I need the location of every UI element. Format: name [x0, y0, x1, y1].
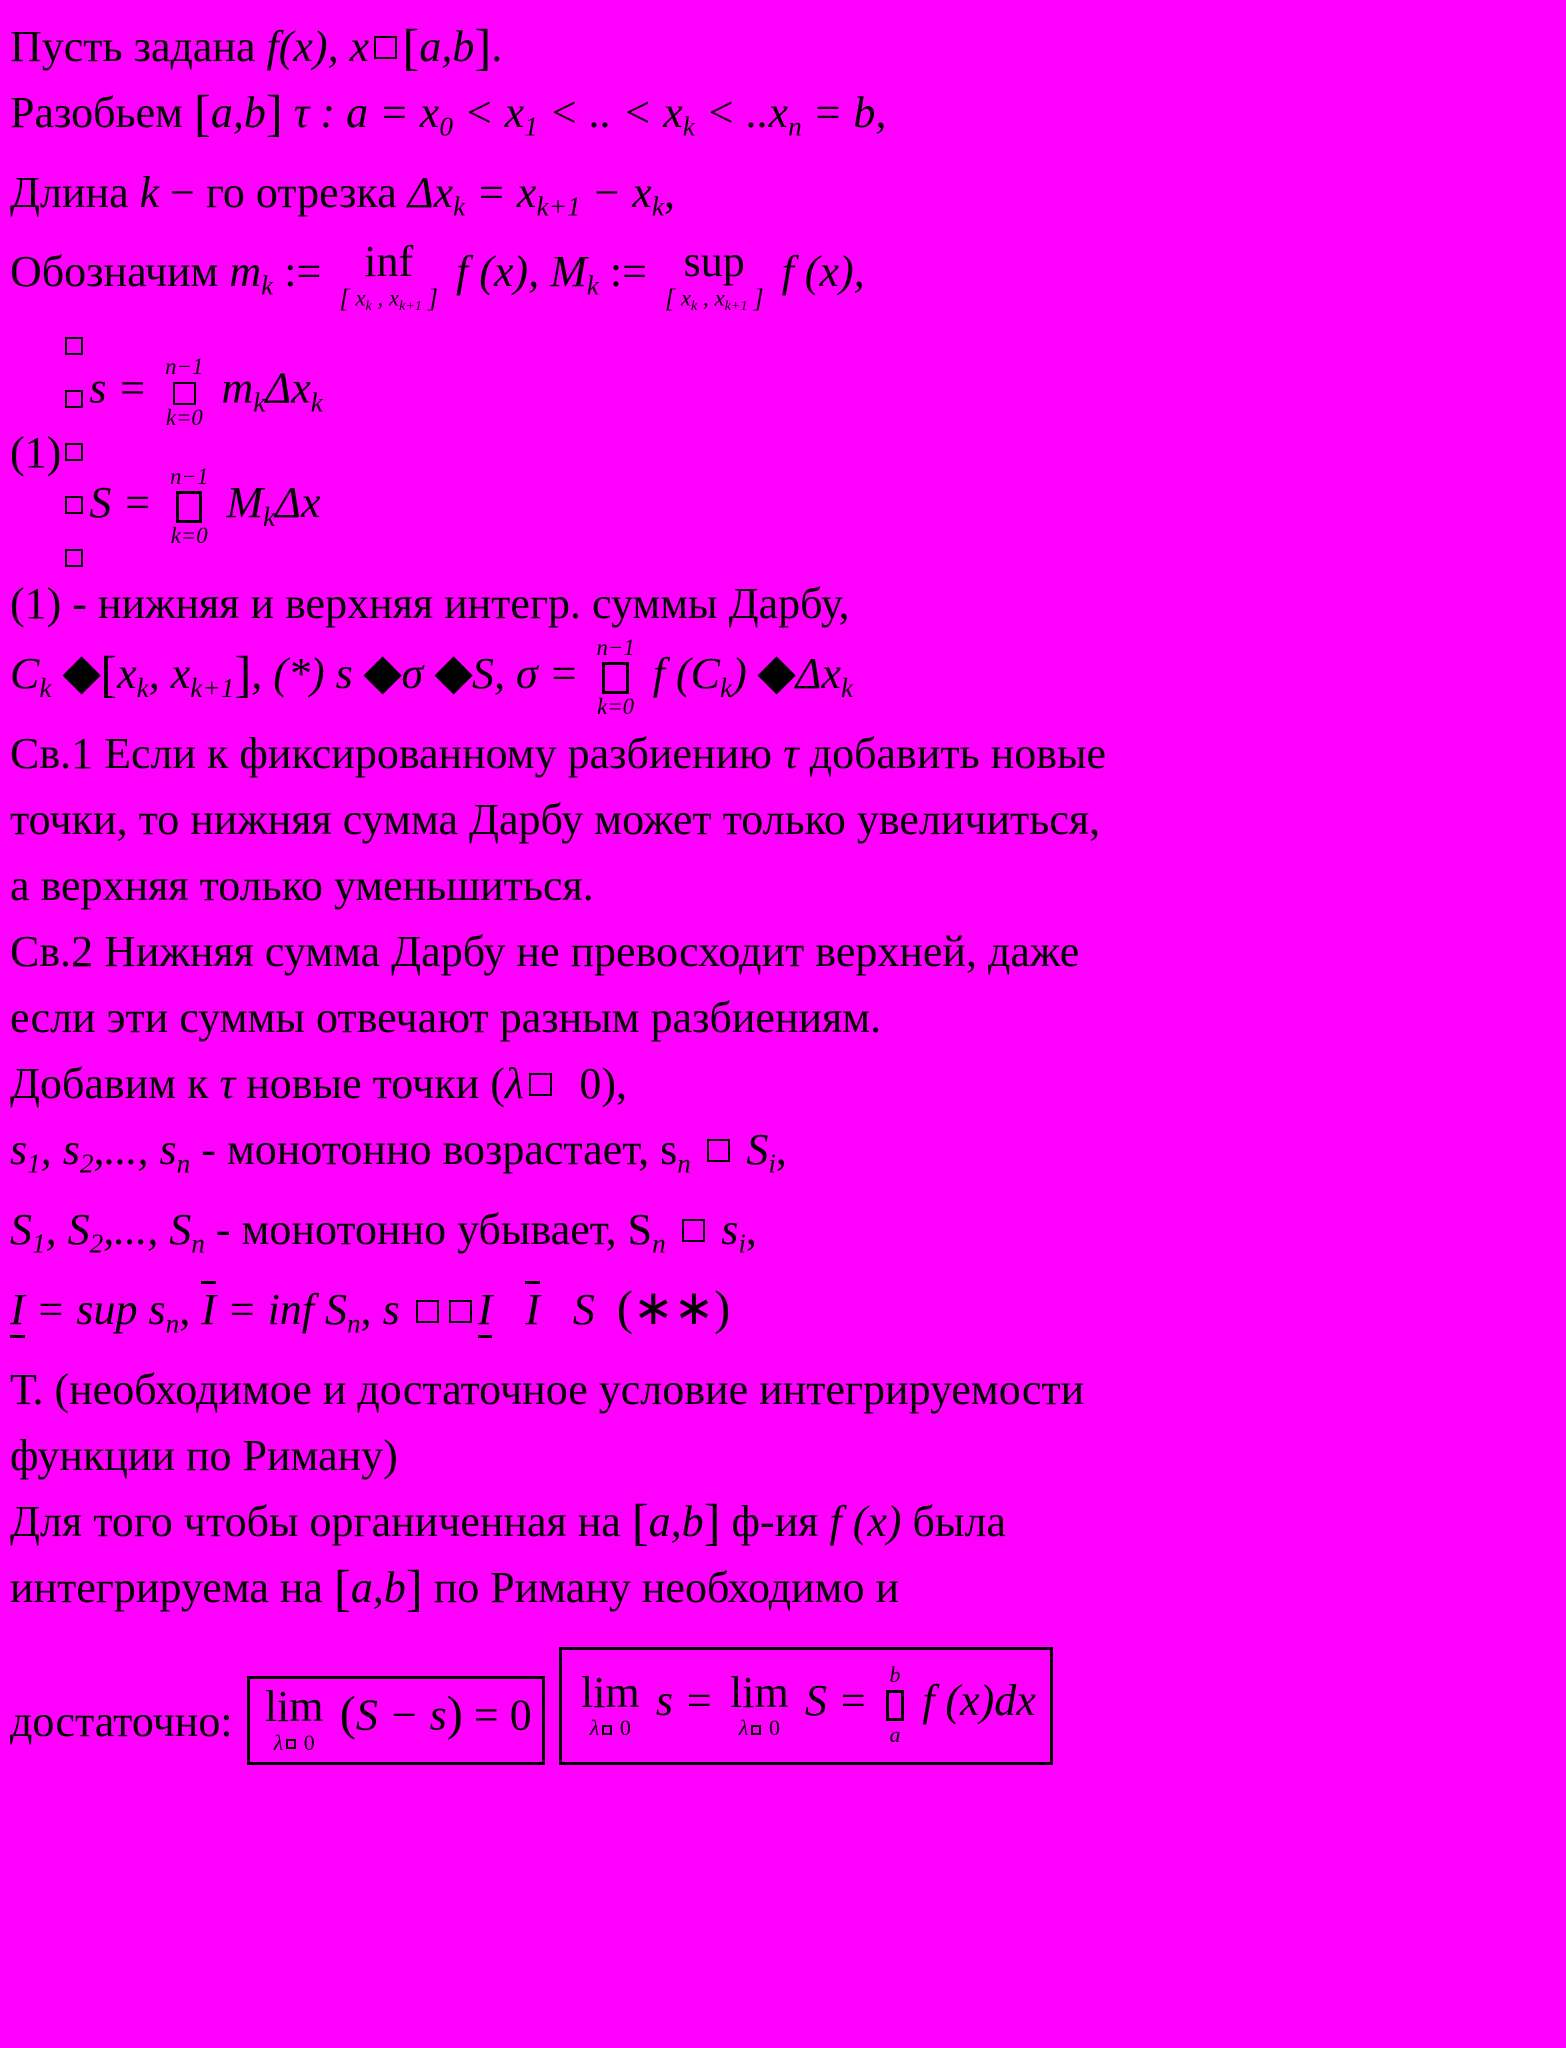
line-4 — [10, 236, 1566, 319]
math-sub: k — [253, 387, 266, 418]
math-tau: τ — [783, 728, 799, 778]
missing-glyph-box-icon — [449, 1300, 472, 1323]
sum-upper-limit: n−1 — [170, 463, 209, 489]
lim-label: lim — [264, 1682, 324, 1732]
text: новые точки ( — [246, 1058, 505, 1108]
line-7b — [10, 787, 1566, 853]
math-sub: n — [165, 1309, 180, 1340]
line-1: Пусть задана f(x), x [a,b]. — [10, 19, 503, 76]
line-5 — [10, 571, 1566, 637]
sum-lower-limit: k=0 — [597, 694, 635, 720]
math-sigma-eq: σ = — [516, 649, 579, 699]
math-interval-ab: a,b — [210, 88, 266, 138]
math-upper-I: I — [201, 1281, 216, 1334]
math-delta-x: Δx — [265, 364, 311, 414]
math: a = x — [346, 88, 440, 138]
math-interval-ab: a,b — [648, 1497, 704, 1547]
math-upper-I: I — [525, 1281, 540, 1334]
math: ) — [732, 649, 747, 699]
text: Разобьем — [10, 88, 183, 138]
text: - монотонно убывает, S — [215, 1204, 653, 1254]
math-s-eq: s = — [655, 1676, 714, 1726]
math-sub: n — [788, 111, 802, 142]
lim-subscript — [739, 1717, 780, 1739]
sup-operator — [664, 236, 764, 314]
line-12 — [10, 1276, 1566, 1357]
equation-tag-2: (∗∗) — [616, 1282, 731, 1336]
text: Добавим к — [10, 1058, 209, 1108]
math-sub: n — [191, 1228, 205, 1259]
math-zero: 0 — [768, 1715, 780, 1741]
missing-glyph-box-icon — [751, 1725, 761, 1735]
math: ,..., S — [103, 1204, 192, 1254]
math-tau: τ — [219, 1058, 236, 1108]
text: , — [360, 1285, 372, 1335]
missing-glyph-box-icon — [374, 36, 397, 59]
math-sub: n — [677, 1148, 691, 1179]
math-x-paren: (x), — [278, 22, 339, 71]
math: ,..., s — [93, 1124, 177, 1174]
math-fx: f (x), — [456, 247, 540, 297]
math-S: S — [10, 1204, 32, 1254]
missing-glyph-box-icon — [707, 1139, 730, 1162]
text: была — [912, 1497, 1006, 1547]
math-lower-I: I — [10, 1285, 25, 1338]
line-14: Для того чтобы органиченная на [a,b] ф-ия f (x) была — [10, 1494, 1006, 1551]
integral-glyph-icon — [886, 1690, 904, 1721]
line-11 — [10, 1197, 1566, 1277]
math-S-eq: S = — [89, 477, 153, 527]
missing-glyph-box-icon — [286, 1739, 296, 1749]
math-fx: f (x) — [829, 1497, 902, 1547]
math-s: s — [721, 1204, 739, 1254]
math-delta-x: Δx — [407, 167, 454, 217]
math-sigma: σ — [401, 649, 424, 699]
sum-glyph-icon — [602, 662, 628, 694]
lim-label: lim — [730, 1667, 789, 1717]
text: , — [179, 1285, 191, 1335]
math-s-eq: s = — [89, 364, 148, 414]
math-S-eq: S = — [804, 1676, 868, 1726]
math-sub: i — [738, 1228, 746, 1259]
math-C: C — [10, 649, 40, 699]
line-13b — [10, 1423, 1566, 1489]
math-fC: f (C — [652, 649, 721, 699]
math-sub: k+1 — [536, 191, 581, 222]
inf-subscript: [ $x_k$ , $x_{k+1}$ ] — [339, 283, 438, 314]
text: Обозначим — [10, 247, 219, 297]
paren-open: ( — [339, 1687, 356, 1741]
line-7a — [10, 721, 1566, 787]
equation-tag-1: (1) — [10, 427, 62, 477]
math-equals-zero: = 0 — [473, 1690, 532, 1740]
missing-glyph-diamond-icon — [62, 656, 101, 695]
math: < ..x — [694, 88, 789, 138]
math-sub: k — [263, 501, 276, 532]
math-lambda: λ — [738, 1715, 749, 1741]
text: 0), — [579, 1058, 627, 1108]
text: Св.2 Нижняя сумма Дарбу не превосходит верхней, даже — [10, 926, 1080, 976]
upper-darboux-sum — [89, 463, 323, 548]
math-x: x — [349, 22, 370, 71]
line-2: Разобьем [a,b] τ : $a = x_0 < x_1$ < .. < $x_k < ..x_n = b$, — [10, 85, 887, 142]
math-fx-dx: f (x)dx — [922, 1676, 1036, 1726]
text: функции по Риману) — [10, 1431, 398, 1481]
sum-lower-limit: k=0 — [165, 404, 203, 430]
text: а верхняя только уменьшиться. — [10, 860, 594, 910]
math-delta-x: Δx — [275, 477, 321, 527]
math: , x — [148, 649, 191, 699]
boxed-formula-limit-difference — [247, 1676, 545, 1765]
inf-label: inf — [364, 236, 414, 286]
math-sub: n — [176, 1148, 191, 1179]
integral-upper-limit: b — [889, 1662, 901, 1688]
missing-glyph-diamond-icon — [434, 656, 473, 695]
brace-glyphs — [65, 337, 83, 567]
math-interval-ab: a,b — [350, 1563, 406, 1613]
math-sub: 2 — [89, 1228, 104, 1259]
conclusion-row — [10, 1647, 1566, 1765]
math: < .. < x — [537, 88, 683, 138]
math: = x — [465, 167, 537, 217]
integral-operator — [886, 1664, 904, 1746]
text: достаточно: — [10, 1697, 233, 1747]
lim-label: lim — [580, 1667, 640, 1717]
math-sub: k — [586, 271, 599, 302]
limit-operator — [730, 1667, 789, 1741]
math: − x — [580, 167, 652, 217]
math-sub: k+1 — [190, 672, 235, 703]
lim-subscript — [590, 1717, 631, 1739]
summation-operator — [596, 637, 634, 719]
line-3 — [10, 160, 1566, 240]
math-interval-ab: a,b — [419, 22, 475, 71]
darboux-sums-system — [10, 337, 1566, 567]
math-sub: k — [453, 191, 466, 222]
sup-subscript: [ $x_k$ , $x_{k+1}$ ] — [664, 283, 764, 314]
math-sub: 1 — [27, 1148, 41, 1179]
limit-operator — [580, 1667, 640, 1741]
missing-glyph-diamond-icon — [757, 656, 796, 695]
math-S: S — [572, 1285, 595, 1335]
math-sub: 1 — [32, 1228, 46, 1259]
line-6: $C_k$ [$x_k$, $x_{k+1}$], (*) s σ S, σ = n−1 k=0 f $(C_k)$ $\Delta x_k$ — [10, 635, 854, 720]
lim-subscript — [274, 1732, 315, 1754]
line-10 — [10, 1117, 1566, 1197]
math-inf-S: = inf S — [226, 1285, 348, 1335]
math-star: , (*) s — [251, 649, 353, 699]
text: точки, то нижняя сумма Дарбу может только увеличиться, — [10, 794, 1101, 844]
text: Пусть задана — [10, 22, 256, 71]
math-lambda: λ — [504, 1058, 524, 1108]
math-sub: k — [840, 672, 854, 703]
paren-close: ) — [446, 1687, 463, 1741]
math-m: m — [229, 247, 262, 297]
line-8a — [10, 919, 1566, 985]
line-9 — [10, 1051, 1566, 1117]
math-s: s — [382, 1285, 400, 1335]
line-7c — [10, 853, 1566, 919]
sum-upper-limit: n−1 — [596, 635, 635, 661]
text: (1) - нижняя и верхняя интегр. суммы Дарбу, — [10, 579, 850, 629]
line-8b — [10, 985, 1566, 1051]
math-sup-s: = sup s — [35, 1285, 166, 1335]
math-zero: 0 — [619, 1715, 631, 1741]
math-sub: k — [136, 672, 149, 703]
text: интегрируема на — [10, 1563, 323, 1613]
math-tau: τ : — [293, 88, 336, 138]
text: - монотонно возрастает, s — [201, 1124, 678, 1174]
line-15: интегрируема на [a,b] по Риману необходимо и — [10, 1560, 900, 1617]
math-sub: k — [39, 672, 52, 703]
missing-glyph-box-icon — [602, 1725, 612, 1735]
math: = b, — [801, 88, 887, 138]
math-m: m — [221, 364, 254, 414]
text: ф-ия — [731, 1497, 819, 1547]
missing-glyph-box-icon — [416, 1300, 439, 1323]
math: < x — [452, 88, 525, 138]
math-sub: 1 — [524, 111, 538, 142]
text: , — [775, 1124, 787, 1174]
math-sub: k — [261, 271, 274, 302]
boxed-formula-limits-integral — [559, 1647, 1053, 1765]
line-13a — [10, 1357, 1566, 1423]
math: , s — [40, 1124, 80, 1174]
math-delta-x: Δx — [795, 649, 841, 699]
math-zero: 0 — [303, 1730, 315, 1756]
summation-operator — [170, 463, 209, 548]
text: Длина — [10, 167, 129, 217]
text: Св.1 Если к фиксированному разбиению — [10, 728, 772, 778]
math-S-minus-s: S − s — [355, 1690, 447, 1740]
math-M: M — [550, 247, 587, 297]
sup-label: sup — [683, 236, 745, 286]
math-sub: k — [682, 111, 695, 142]
text: , — [745, 1204, 757, 1254]
math-M: M — [226, 477, 264, 527]
lower-darboux-sum — [89, 356, 323, 431]
math-S: S — [746, 1124, 769, 1174]
math-S: S, — [472, 649, 506, 699]
math-sub: n — [652, 1228, 666, 1259]
math-sub: 0 — [439, 111, 453, 142]
limit-operator — [264, 1682, 324, 1756]
integral-lower-limit: a — [889, 1722, 901, 1748]
math: , S — [45, 1204, 90, 1254]
math-sub: k — [720, 672, 733, 703]
inf-operator — [339, 236, 438, 314]
text: по Риману необходимо и — [433, 1563, 900, 1613]
missing-glyph-box-icon — [529, 1073, 552, 1096]
math-lower-I: I — [478, 1285, 493, 1338]
math-assign: := — [284, 247, 322, 297]
math-sub: i — [768, 1148, 776, 1179]
math-f: f — [266, 22, 279, 71]
summation-operator — [165, 356, 203, 429]
math-sub: 2 — [79, 1148, 94, 1179]
math-lambda: λ — [589, 1715, 600, 1741]
math-sub: k — [651, 191, 664, 222]
missing-glyph-box-icon — [682, 1219, 705, 1242]
text: . — [491, 22, 503, 71]
sum-upper-limit: n−1 — [165, 354, 204, 380]
math-sub: k — [310, 387, 323, 418]
missing-glyph-diamond-icon — [363, 656, 402, 695]
math-x: x — [117, 649, 137, 699]
text: − го отрезка — [170, 167, 397, 217]
text: добавить новые — [809, 728, 1107, 778]
math-assign: := — [609, 247, 647, 297]
math-fx: f (x), — [781, 247, 865, 297]
sum-glyph-icon — [176, 491, 202, 523]
text: Т. (необходимое и достаточное условие интегрируемости — [10, 1365, 1085, 1415]
text: Для того чтобы органиченная на — [10, 1497, 621, 1547]
text: , — [663, 167, 675, 217]
math-s: s — [10, 1124, 28, 1174]
text: если эти суммы отвечают разным разбиениям. — [10, 992, 882, 1042]
math-sub: n — [347, 1309, 361, 1340]
math-k: k — [139, 167, 160, 217]
sum-glyph-icon — [173, 382, 196, 405]
math-lambda: λ — [273, 1730, 284, 1756]
sum-lower-limit: k=0 — [170, 523, 208, 548]
